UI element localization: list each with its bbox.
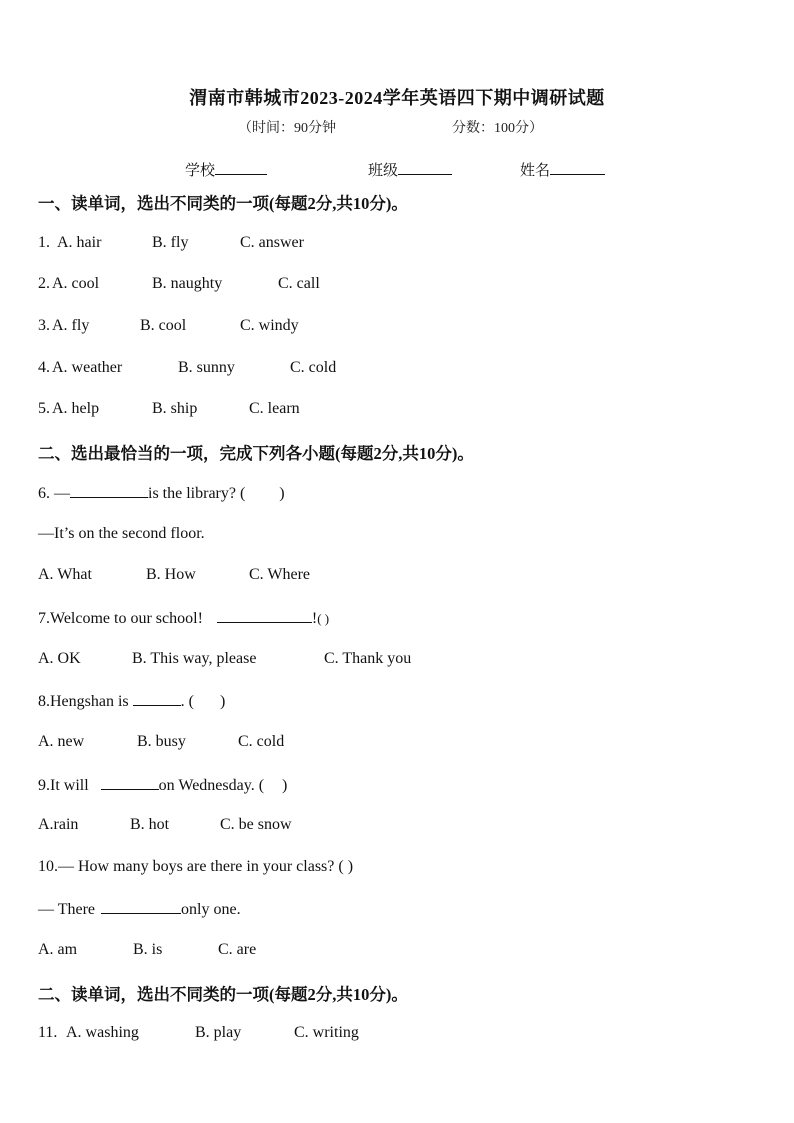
question-3-number: 3. — [38, 317, 50, 334]
q4-option-a: A. weather — [52, 359, 123, 376]
section-heading-1: 一、读单词，选出不同类的一项(每题2分,共10分)。 — [38, 194, 408, 213]
q3-option-a: A. fly — [52, 317, 90, 334]
question-9 — [38, 775, 287, 795]
q11-option-a: A. washing — [66, 1024, 139, 1041]
question-2-number: 2. — [38, 275, 50, 292]
q8-stem: 8.Hengshan is — [38, 693, 129, 710]
q10-option-b: B. is — [133, 941, 163, 958]
question-8 — [38, 691, 225, 711]
class-blank[interactable] — [398, 160, 452, 175]
q11-option-c: C. writing — [294, 1024, 359, 1041]
school-blank[interactable] — [215, 160, 267, 175]
q3-option-b: B. cool — [140, 317, 187, 334]
q9-stem-end: on Wednesday. ( — [158, 777, 265, 794]
q9-answer-blank[interactable] — [101, 775, 159, 790]
q7-option-a: A. OK — [38, 650, 81, 667]
question-6 — [38, 483, 285, 503]
name-label: 姓名 — [520, 163, 551, 179]
q9-option-c: C. be snow — [220, 816, 292, 833]
class-field[interactable] — [368, 159, 452, 180]
q8-answer-blank[interactable] — [133, 691, 181, 706]
q9-stem: 9.It will — [38, 777, 89, 794]
q9-paren-close: ) — [282, 777, 288, 794]
q4-option-c: C. cold — [290, 359, 337, 376]
q3-option-c: C. windy — [240, 317, 299, 334]
section-heading-2: 二、选出最恰当的一项，完成下列各小题(每题2分,共10分)。 — [38, 444, 474, 463]
q10-reply-end: only one. — [181, 901, 241, 918]
q6-answer-blank[interactable] — [70, 483, 148, 498]
q7-paren: ( ) — [317, 611, 330, 626]
q1-option-b: B. fly — [152, 234, 189, 251]
q11-option-b: B. play — [195, 1024, 242, 1041]
q5-option-b: B. ship — [152, 400, 198, 417]
q6-option-a: A. What — [38, 566, 92, 583]
q7-option-c: C. Thank you — [324, 650, 412, 667]
question-10: 10.— How many boys are there in your class? ( ) — [38, 858, 354, 875]
q7-stem: 7.Welcome to our school! — [38, 610, 203, 627]
q10-option-c: C. are — [218, 941, 257, 958]
q6-option-c: C. Where — [249, 566, 311, 583]
q5-option-a: A. help — [52, 400, 100, 417]
q2-option-b: B. naughty — [152, 275, 223, 292]
q10-answer-blank[interactable] — [101, 899, 181, 914]
question-7 — [38, 608, 329, 628]
q1-option-c: C. answer — [240, 234, 304, 251]
question-4-number: 4. — [38, 359, 50, 376]
name-field[interactable] — [520, 159, 605, 180]
section-heading-3: 二、读单词，选出不同类的一项(每题2分,共10分)。 — [38, 985, 408, 1004]
q2-option-a: A. cool — [52, 275, 100, 292]
school-label: 学校 — [185, 163, 216, 179]
q10-option-a: A. am — [38, 941, 78, 958]
q9-option-b: B. hot — [130, 816, 170, 833]
q1-option-a: A. hair — [57, 234, 102, 251]
q7-answer-blank[interactable] — [217, 608, 312, 623]
question-5-number: 5. — [38, 400, 50, 417]
exam-score: 分数：100分） — [452, 121, 543, 136]
q6-option-b: B. How — [146, 566, 196, 583]
q6-prefix: 6. — — [38, 485, 70, 502]
question-1-number: 1. — [38, 234, 50, 251]
q6-paren-close: ) — [279, 485, 285, 502]
school-field[interactable] — [185, 159, 267, 180]
q8-paren-close: ) — [219, 693, 226, 710]
q7-exclamation: ! — [311, 610, 318, 627]
q10-reply — [38, 899, 241, 919]
q2-option-c: C. call — [278, 275, 320, 292]
q6-reply: —It’s on the second floor. — [38, 525, 205, 542]
q10-reply-prefix: — There — [38, 901, 96, 918]
q5-option-c: C. learn — [249, 400, 300, 417]
question-11-number: 11. — [38, 1024, 58, 1041]
exam-title: 渭南市韩城市2023-2024学年英语四下期中调研试题 — [189, 88, 605, 108]
q8-option-b: B. busy — [137, 733, 186, 750]
q4-option-b: B. sunny — [178, 359, 235, 376]
name-blank[interactable] — [550, 160, 605, 175]
q8-paren-open: . ( — [180, 693, 194, 710]
q6-stem: is the library? ( — [148, 485, 246, 502]
class-label: 班级 — [368, 163, 399, 179]
q8-option-c: C. cold — [238, 733, 285, 750]
exam-time: （时间：90分钟 — [238, 121, 336, 136]
q7-option-b: B. This way, please — [132, 650, 257, 667]
q8-option-a: A. new — [38, 733, 85, 750]
q9-option-a: A.rain — [38, 816, 79, 833]
